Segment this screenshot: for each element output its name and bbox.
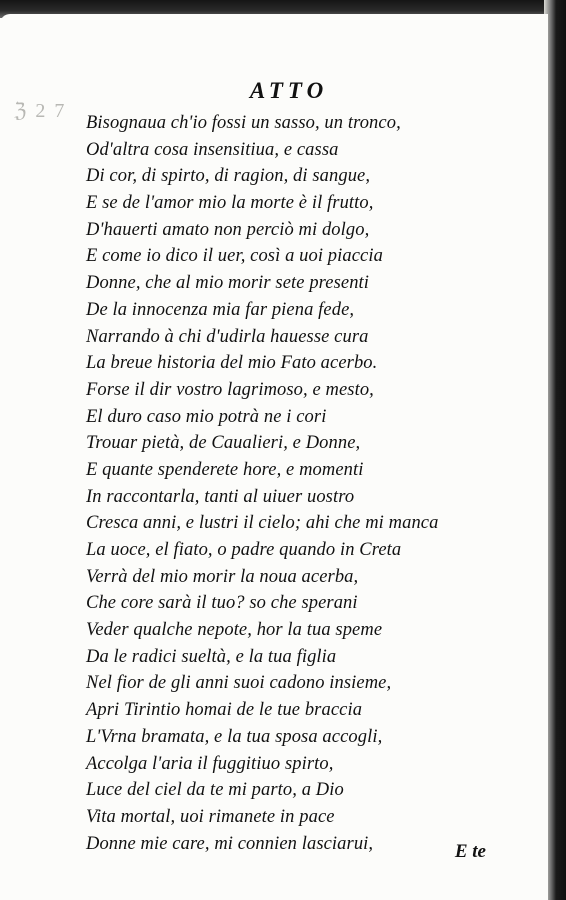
running-head: ATTO [249, 78, 329, 103]
verse-line: In raccontarla, tanti al uiuer uostro [86, 486, 355, 507]
verse-line: Da le radici sueltà, e la tua figlia [86, 646, 337, 667]
verse-line: Veder qualche nepote, hor la tua speme [86, 620, 383, 641]
bleed-through-mark: ℨ 2 7 [14, 100, 67, 122]
verse-line: Bisognaua ch'io fossi un sasso, un tronco, [86, 113, 401, 133]
verse-line: Trouar pietà, de Caualieri, e Donne, [86, 433, 361, 454]
verse-line: De la innocenza mia far piena fede, [86, 299, 355, 320]
verse-line: Donne mie care, mi connien lasciarui, [86, 833, 374, 854]
verse-line: E se de l'amor mio la morte è il frutto, [86, 193, 374, 214]
verse-line: Apri Tirintio homai de le tue braccia [86, 700, 363, 721]
verse-line: E come io dico il uer, così a uoi piaccia [86, 246, 383, 267]
verse-block [86, 110, 438, 857]
verse-line: L'Vrna bramata, e la tua sposa accogli, [86, 726, 383, 747]
verse-line: Od'altra cosa insensitiua, e cassa [86, 139, 339, 160]
verse-line: La uoce, el fiato, o padre quando in Creta [86, 540, 402, 560]
verse-line: Verrà del mio morir la noua acerba, [86, 566, 359, 587]
verse-line: Di cor, di spirto, di ragion, di sangue, [86, 166, 371, 187]
catchword: E te [454, 841, 486, 862]
verse-line: Cresca anni, e lustri il cielo; ahi che mi manca [86, 513, 439, 534]
verse-line: Narrando à chi d'udirla hauesse cura [86, 326, 369, 347]
verse-line: E quante spenderete hore, e momenti [86, 459, 364, 480]
verse-line: Donne, che al mio morir sete presenti [86, 273, 370, 294]
verse-line: Forse il dir vostro lagrimoso, e mesto, [86, 379, 374, 400]
verse-line: Che core sarà il tuo? so che sperani [86, 593, 358, 614]
verse-line: Accolga l'aria il fuggitiuo spirto, [86, 753, 334, 774]
verse-line: El duro caso mio potrà ne i cori [86, 406, 327, 427]
verse-line: La breue historia del mio Fato acerbo. [86, 353, 378, 374]
verse-line: Vita mortal, uoi rimanete in pace [86, 806, 335, 827]
verse-line: D'hauerti amato non perciò mi dolgo, [86, 219, 370, 240]
verse-line: Nel fior de gli anni suoi cadono insieme, [86, 673, 392, 694]
verse-line: Luce del ciel da te mi parto, a Dio [86, 780, 344, 801]
book-page [0, 14, 548, 900]
